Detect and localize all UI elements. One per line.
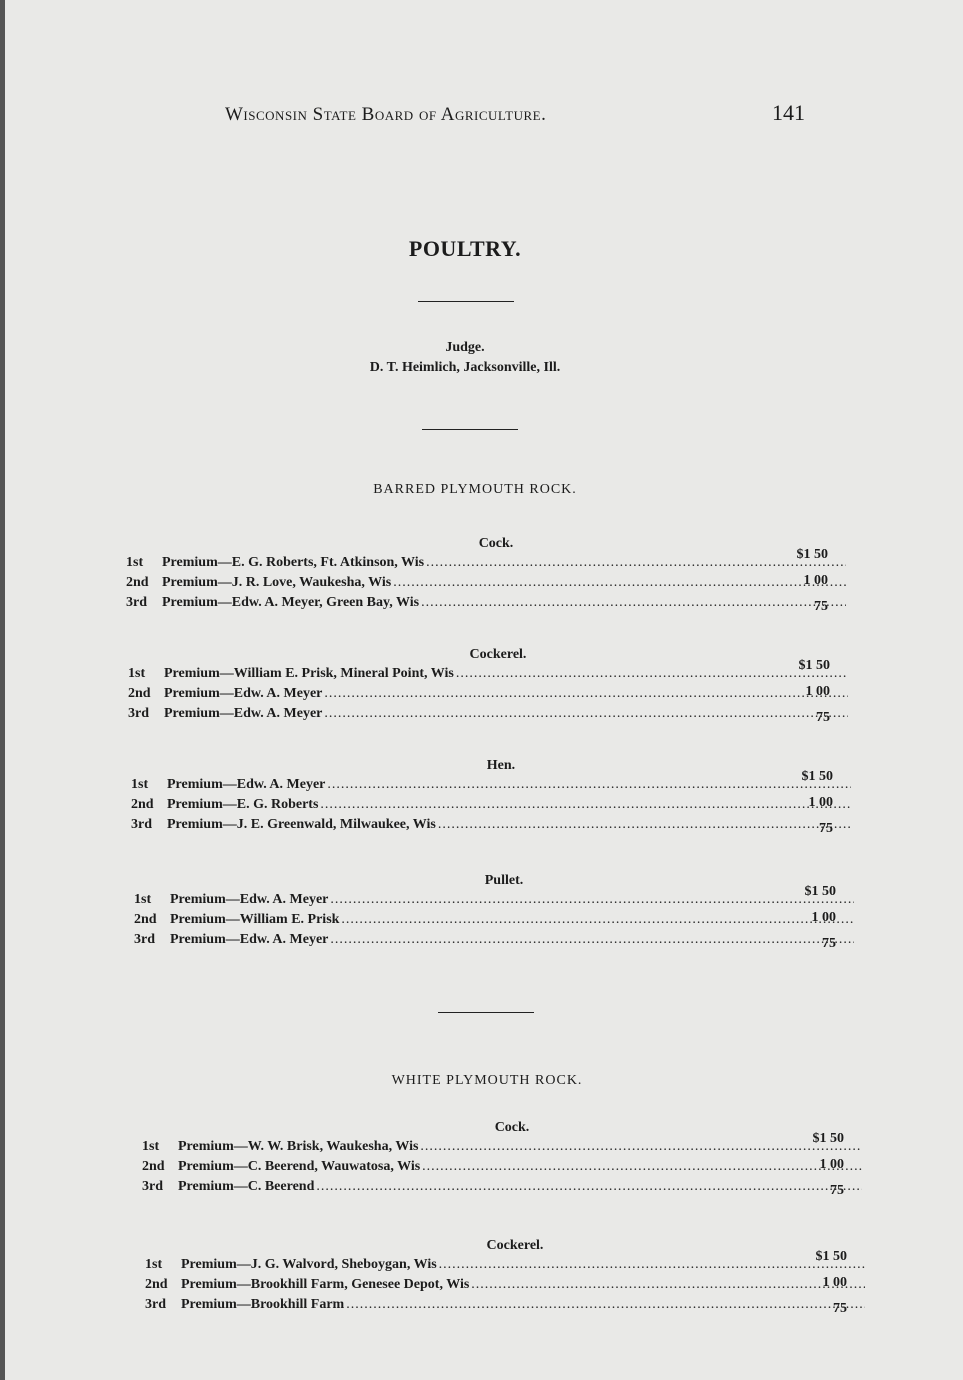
winner: Premium—Edw. A. Meyer, Green Bay, Wis [162, 595, 420, 610]
prize-amount: 1 00 [808, 795, 833, 810]
place: 3rd [128, 706, 149, 721]
class-block [128, 645, 848, 724]
winner: Premium—W. W. Brisk, Waukesha, Wis [178, 1139, 419, 1154]
winner: Premium—J. R. Love, Waukesha, Wis [162, 575, 392, 590]
class-title: Hen. [486, 758, 516, 773]
place: 2nd [142, 1159, 165, 1174]
class-block [131, 756, 851, 835]
place: 1st [131, 777, 149, 792]
winner: Premium—Edw. A. Meyer [167, 777, 326, 792]
running-head [225, 100, 815, 130]
prize-amount: 75 [833, 1301, 847, 1316]
class-block [126, 534, 846, 613]
divider-rule [422, 429, 518, 430]
prize-amount: 75 [819, 821, 833, 836]
prize-amount: 75 [814, 599, 828, 614]
entry-row [128, 684, 848, 704]
page-number: 141 [772, 100, 805, 125]
prize-amount: 75 [816, 710, 830, 725]
place: 1st [145, 1257, 163, 1272]
place: 3rd [126, 595, 147, 610]
prize-amount: $1 50 [798, 658, 830, 673]
entry-row [145, 1275, 865, 1295]
class-title: Pullet. [484, 873, 524, 888]
class-title: Cockerel. [469, 647, 527, 662]
breed-heading: WHITE PLYMOUTH ROCK. [391, 1073, 583, 1088]
entry-row [134, 930, 854, 950]
judge-name: D. T. Heimlich, Jacksonville, Ill. [369, 360, 561, 375]
entry-row [126, 573, 846, 593]
prize-amount: $1 50 [801, 769, 833, 784]
prize-amount: $1 50 [796, 547, 828, 562]
prize-amount: 1 00 [811, 910, 836, 925]
page-edge [0, 0, 5, 1380]
winner: Premium—E. G. Roberts, Ft. Atkinson, Wis [162, 555, 425, 570]
prize-amount: 75 [822, 936, 836, 951]
place: 1st [142, 1139, 160, 1154]
winner: Premium—William E. Prisk [170, 912, 340, 927]
prize-amount: $1 50 [815, 1249, 847, 1264]
winner: Premium—Edw. A. Meyer [170, 892, 329, 907]
divider-rule [418, 301, 514, 302]
prize-amount: 1 00 [803, 573, 828, 588]
prize-amount: 1 00 [822, 1275, 847, 1290]
place: 2nd [126, 575, 149, 590]
prize-amount: $1 50 [812, 1131, 844, 1146]
place: 1st [126, 555, 144, 570]
prize-amount: 1 00 [819, 1157, 844, 1172]
place: 3rd [145, 1297, 166, 1312]
entry-row [131, 815, 851, 835]
entry-row [142, 1157, 862, 1177]
winner: Premium—Edw. A. Meyer [170, 932, 329, 947]
winner: Premium—Edw. A. Meyer [164, 686, 323, 701]
running-title: Wisconsin State Board of Agriculture. [225, 104, 547, 125]
place: 2nd [134, 912, 157, 927]
place: 3rd [131, 817, 152, 832]
class-block [142, 1118, 862, 1197]
place: 2nd [128, 686, 151, 701]
class-block [145, 1236, 865, 1315]
place: 3rd [142, 1179, 163, 1194]
winner: Premium—C. Beerend, Wauwatosa, Wis [178, 1159, 421, 1174]
entry-row [128, 658, 848, 684]
divider-rule [438, 1012, 534, 1013]
winner: Premium—J. G. Walvord, Sheboygan, Wis [181, 1257, 437, 1272]
winner: Premium—William E. Prisk, Mineral Point, Wis [164, 666, 454, 681]
prize-amount: 75 [830, 1183, 844, 1198]
winner: Premium—J. E. Greenwald, Milwaukee, Wis [167, 817, 436, 832]
place: 1st [134, 892, 152, 907]
winner: Premium—Brookhill Farm [181, 1297, 345, 1312]
class-title: Cock. [478, 536, 514, 551]
winner: Premium—Edw. A. Meyer [164, 706, 323, 721]
breed-heading: BARRED PLYMOUTH ROCK. [373, 482, 577, 497]
entry-row [142, 1177, 862, 1197]
class-block [134, 871, 854, 950]
section-title: POULTRY. [408, 236, 522, 261]
entry-row [145, 1295, 865, 1315]
prize-amount: 1 00 [805, 684, 830, 699]
entry-row [145, 1249, 865, 1275]
entry-row [134, 884, 854, 910]
place: 2nd [131, 797, 154, 812]
class-title: Cockerel. [486, 1238, 544, 1253]
class-title: Cock. [494, 1120, 530, 1135]
place: 1st [128, 666, 146, 681]
winner: Premium—C. Beerend [178, 1179, 315, 1194]
place: 3rd [134, 932, 155, 947]
prize-amount: $1 50 [804, 884, 836, 899]
entry-row [134, 910, 854, 930]
entry-row [131, 795, 851, 815]
entry-row [128, 704, 848, 724]
entry-row [126, 547, 846, 573]
dot-leader [316, 1177, 862, 1197]
place: 2nd [145, 1277, 168, 1292]
entry-row [126, 593, 846, 613]
judge-label: Judge. [445, 340, 485, 355]
winner: Premium—E. G. Roberts [167, 797, 319, 812]
winner: Premium—Brookhill Farm, Genesee Depot, Wis [181, 1277, 470, 1292]
entry-row [142, 1131, 862, 1157]
entry-row [131, 769, 851, 795]
